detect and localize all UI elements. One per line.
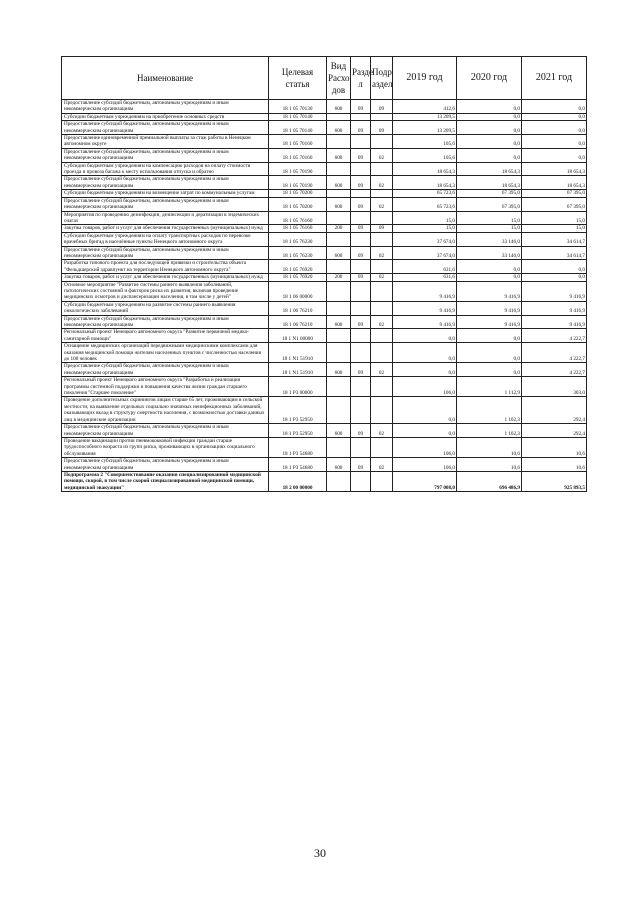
- table-row: [62, 397, 587, 424]
- cell-2021: 67 395,0: [522, 197, 587, 211]
- cell-subsection: [371, 190, 393, 197]
- table-row: [62, 377, 587, 397]
- cell-target-article: 18 1 05 76230: [269, 232, 327, 246]
- cell-section: 09: [351, 225, 371, 232]
- cell-2019: 631,6: [393, 274, 457, 281]
- table-row: [62, 424, 587, 438]
- cell-2019: 37 674,0: [393, 246, 457, 260]
- cell-2020: 0,0: [457, 329, 522, 343]
- cell-name: Закупка товаров, работ и услуг для обеспечения государственных (муниципальных) нужд: [62, 274, 269, 281]
- cell-name: Субсидии бюджетным учреждениям на компенсацию расходов на оплату стоимости проезда и провоза багажа к месту использования отпуска и обратно: [62, 162, 269, 176]
- table-row: [62, 315, 587, 329]
- table-row: [62, 363, 587, 377]
- cell-target-article: 18 1 05 70130: [269, 100, 327, 114]
- table-row: [62, 121, 587, 135]
- cell-subsection: [371, 437, 393, 457]
- cell-target-article: 18 2 00 00000: [269, 471, 327, 491]
- cell-name: Основное мероприятие "Развитие системы раннего выявления заболеваний, патологических состояний и факторов риска их развития, включая проведение медицинских осмотров и диспансеризации населения, в том числе у детей": [62, 281, 269, 301]
- table-row: [62, 260, 587, 274]
- cell-2021: 292,4: [522, 397, 587, 424]
- cell-subsection: [371, 135, 393, 149]
- cell-name: Региональный проект Ненецкого автономного округа "Разработка и реализация программы системной поддержки и повышения качества жизни граждан старшего поколения "Старшее поколение": [62, 377, 269, 397]
- cell-target-article: 18 1 05 70140: [269, 121, 327, 135]
- cell-expense-kind: [327, 260, 351, 274]
- cell-2021: 4 222,7: [522, 329, 587, 343]
- cell-name: Субсидии бюджетным учреждениям на оплату транспортных расходов по перевозке врачебных бригад в населённые пункты Ненецкого автономного округа: [62, 232, 269, 246]
- cell-name: Мероприятия по проведению дезинфекции, дезинсекции и дератизации в эндемических очагах: [62, 211, 269, 225]
- cell-expense-kind: 600: [327, 246, 351, 260]
- cell-2019: 797 008,0: [393, 471, 457, 491]
- cell-target-article: 18 1 N1 51910: [269, 363, 327, 377]
- cell-subsection: [371, 113, 393, 120]
- cell-2020: 67 395,0: [457, 190, 522, 197]
- cell-2019: 0,0: [393, 397, 457, 424]
- cell-subsection: [371, 397, 393, 424]
- cell-expense-kind: [327, 113, 351, 120]
- cell-target-article: 18 1 06 76210: [269, 301, 327, 315]
- cell-target-article: 18 1 05 70190: [269, 162, 327, 176]
- page-number: 30: [314, 846, 326, 860]
- table-row: [62, 343, 587, 363]
- cell-2021: 0,0: [522, 100, 587, 114]
- cell-name: Предоставление субсидий бюджетным, автономным учреждениям и иным некоммерческим организациям: [62, 197, 269, 211]
- cell-subsection: 02: [371, 246, 393, 260]
- cell-2019: 105,6: [393, 135, 457, 149]
- cell-expense-kind: 200: [327, 225, 351, 232]
- cell-section: [351, 211, 371, 225]
- cell-target-article: 18 1 05 70190: [269, 176, 327, 190]
- cell-2021: 10,6: [522, 458, 587, 472]
- cell-2021: 0,0: [522, 135, 587, 149]
- cell-target-article: 18 1 05 76160: [269, 211, 327, 225]
- cell-expense-kind: [327, 190, 351, 197]
- cell-2021: 15,0: [522, 225, 587, 232]
- table-header-row: [62, 57, 587, 100]
- cell-2019: 65 723,6: [393, 190, 457, 197]
- cell-section: [351, 329, 371, 343]
- table-row: [62, 211, 587, 225]
- header-year-2020: 2020 год: [457, 57, 522, 100]
- cell-section: [351, 301, 371, 315]
- cell-section: 09: [351, 424, 371, 438]
- cell-subsection: 02: [371, 197, 393, 211]
- cell-2021: 34 614,7: [522, 232, 587, 246]
- cell-2020: 10,6: [457, 437, 522, 457]
- cell-name: Проведение вакцинации против пневмококковой инфекции граждан старше трудоспособного возраста из групп риска, проживающих в организациях социального обслуживания: [62, 437, 269, 457]
- cell-2019: 631,6: [393, 260, 457, 274]
- cell-name: Предоставление субсидий бюджетным, автономным учреждениям и иным некоммерческим организациям: [62, 363, 269, 377]
- cell-2019: 0,0: [393, 363, 457, 377]
- cell-name: Субсидии бюджетным учреждениям на развитие системы раннего выявления онкологических заболеваний: [62, 301, 269, 315]
- cell-target-article: 18 1 P3 52950: [269, 424, 327, 438]
- cell-section: 09: [351, 121, 371, 135]
- cell-2021: 9 416,9: [522, 281, 587, 301]
- cell-expense-kind: [327, 281, 351, 301]
- table-row: [62, 113, 587, 120]
- cell-2019: 106,0: [393, 458, 457, 472]
- cell-target-article: 18 1 05 76920: [269, 260, 327, 274]
- cell-expense-kind: [327, 162, 351, 176]
- cell-name: Предоставление субсидий бюджетным, автономным учреждениям и иным некоммерческим организациям: [62, 121, 269, 135]
- cell-section: 09: [351, 197, 371, 211]
- cell-2021: 10,6: [522, 437, 587, 457]
- cell-expense-kind: [327, 471, 351, 491]
- cell-2021: 0,0: [522, 260, 587, 274]
- cell-2019: 0,0: [393, 329, 457, 343]
- cell-target-article: 18 1 06 76210: [269, 315, 327, 329]
- cell-2019: 18 654,3: [393, 162, 457, 176]
- cell-2020: 18 654,3: [457, 162, 522, 176]
- cell-2019: 9 416,9: [393, 315, 457, 329]
- table-row: [62, 246, 587, 260]
- cell-2020: 15,0: [457, 211, 522, 225]
- header-name: Наименование: [62, 57, 269, 100]
- cell-target-article: 18 1 05 70200: [269, 197, 327, 211]
- cell-section: [351, 471, 371, 491]
- table-row: [62, 148, 587, 162]
- cell-2020: 0,0: [457, 274, 522, 281]
- cell-name: Предоставление субсидий бюджетным, автономным учреждениям и иным некоммерческим организациям: [62, 424, 269, 438]
- cell-2021: 0,0: [522, 113, 587, 120]
- cell-subsection: 02: [371, 176, 393, 190]
- cell-subsection: 02: [371, 274, 393, 281]
- cell-subsection: 09: [371, 100, 393, 114]
- table-row: [62, 274, 587, 281]
- cell-expense-kind: [327, 397, 351, 424]
- cell-subsection: 02: [371, 424, 393, 438]
- cell-section: 09: [351, 176, 371, 190]
- table-row: [62, 135, 587, 149]
- cell-name: Субсидии бюджетным учреждениям на возмещение затрат по коммунальным услугам: [62, 190, 269, 197]
- cell-2020: 0,0: [457, 260, 522, 274]
- cell-expense-kind: 600: [327, 315, 351, 329]
- cell-2020: 33 146,0: [457, 246, 522, 260]
- budget-table: [61, 56, 587, 492]
- cell-2020: 696 486,9: [457, 471, 522, 491]
- cell-subsection: [371, 281, 393, 301]
- cell-section: 09: [351, 148, 371, 162]
- cell-name: Предоставление субсидий бюджетным, автономным учреждениям и иным некоммерческим организациям: [62, 176, 269, 190]
- cell-subsection: [371, 377, 393, 397]
- cell-target-article: 18 1 P3 00000: [269, 377, 327, 397]
- cell-section: 09: [351, 458, 371, 472]
- cell-2020: 18 654,3: [457, 176, 522, 190]
- header-section: Разде л: [351, 57, 371, 100]
- cell-section: [351, 437, 371, 457]
- cell-name: Предоставление единовременной премиальной выплаты за стаж работы в Ненецком автономном округе: [62, 135, 269, 149]
- header-target-article: Целевая статья: [269, 57, 327, 100]
- cell-section: [351, 377, 371, 397]
- cell-2019: 9 416,9: [393, 281, 457, 301]
- cell-subsection: 09: [371, 225, 393, 232]
- cell-subsection: [371, 162, 393, 176]
- cell-name: Закупка товаров, работ и услуг для обеспечения государственных (муниципальных) нужд: [62, 225, 269, 232]
- cell-subsection: [371, 301, 393, 315]
- cell-expense-kind: 600: [327, 424, 351, 438]
- table-row: [62, 329, 587, 343]
- cell-subsection: [371, 343, 393, 363]
- cell-2020: 1 102,3: [457, 397, 522, 424]
- cell-2019: 18 654,3: [393, 176, 457, 190]
- cell-2021: 925 893,5: [522, 471, 587, 491]
- cell-expense-kind: 600: [327, 363, 351, 377]
- cell-name: Субсидии бюджетным учреждениям на приобретение основных средств: [62, 113, 269, 120]
- cell-section: [351, 190, 371, 197]
- cell-2019: 65 723,6: [393, 197, 457, 211]
- cell-2021: 9 416,9: [522, 315, 587, 329]
- cell-2019: 13 209,5: [393, 121, 457, 135]
- cell-expense-kind: [327, 211, 351, 225]
- table-row: [62, 458, 587, 472]
- cell-2021: 9 416,9: [522, 301, 587, 315]
- table-row: [62, 100, 587, 114]
- cell-name: Предоставление субсидий бюджетным, автономным учреждениям и иным некоммерческим организациям: [62, 458, 269, 472]
- cell-section: [351, 397, 371, 424]
- cell-2020: 0,0: [457, 135, 522, 149]
- table-row: [62, 301, 587, 315]
- cell-2020: 9 416,9: [457, 301, 522, 315]
- cell-target-article: 18 1 N1 00000: [269, 329, 327, 343]
- cell-2020: 0,0: [457, 100, 522, 114]
- cell-target-article: 18 1 P3 54680: [269, 437, 327, 457]
- cell-2019: 105,6: [393, 148, 457, 162]
- cell-2020: 33 146,0: [457, 232, 522, 246]
- cell-subsection: 09: [371, 121, 393, 135]
- cell-expense-kind: 600: [327, 176, 351, 190]
- cell-2019: 0,0: [393, 343, 457, 363]
- cell-2020: 0,0: [457, 148, 522, 162]
- cell-target-article: 18 1 05 70200: [269, 190, 327, 197]
- cell-2020: 1 112,9: [457, 377, 522, 397]
- cell-expense-kind: [327, 343, 351, 363]
- cell-2019: 106,0: [393, 437, 457, 457]
- header-year-2021: 2021 год: [522, 57, 587, 100]
- table-row: [62, 471, 587, 491]
- cell-target-article: 18 1 05 70160: [269, 148, 327, 162]
- cell-2021: 18 654,3: [522, 162, 587, 176]
- cell-name: Подпрограмма 2 "Совершенствование оказания специализированной медицинской помощи, скорой, в том числе скорой специализированной медицинской помощи, медицинской эвакуации": [62, 471, 269, 491]
- table-row: [62, 437, 587, 457]
- header-year-2019: 2019 год: [393, 57, 457, 100]
- cell-name: Предоставление субсидий бюджетным, автономным учреждениям и иным некоммерческим организациям: [62, 148, 269, 162]
- cell-name: Предоставление субсидий бюджетным, автономным учреждениям и иным некоммерческим организациям: [62, 246, 269, 260]
- cell-2021: 292,4: [522, 424, 587, 438]
- table-row: [62, 232, 587, 246]
- cell-subsection: [371, 471, 393, 491]
- table-row: [62, 281, 587, 301]
- cell-section: [351, 113, 371, 120]
- cell-expense-kind: [327, 135, 351, 149]
- cell-2020: 0,0: [457, 363, 522, 377]
- cell-subsection: 02: [371, 315, 393, 329]
- cell-expense-kind: 600: [327, 148, 351, 162]
- budget-table-container: [61, 56, 586, 492]
- cell-expense-kind: [327, 377, 351, 397]
- table-row: [62, 190, 587, 197]
- cell-subsection: [371, 232, 393, 246]
- cell-2020: 15,0: [457, 225, 522, 232]
- cell-2019: 15,0: [393, 225, 457, 232]
- cell-expense-kind: 200: [327, 274, 351, 281]
- cell-section: 09: [351, 274, 371, 281]
- cell-target-article: 18 1 05 70140: [269, 113, 327, 120]
- cell-2021: 0,0: [522, 121, 587, 135]
- cell-section: [351, 162, 371, 176]
- cell-subsection: 02: [371, 148, 393, 162]
- cell-2019: 15,0: [393, 211, 457, 225]
- cell-subsection: [371, 211, 393, 225]
- cell-section: [351, 260, 371, 274]
- cell-2021: 34 614,7: [522, 246, 587, 260]
- cell-2019: 13 209,5: [393, 113, 457, 120]
- cell-2020: 0,0: [457, 121, 522, 135]
- cell-2021: 15,0: [522, 211, 587, 225]
- cell-section: 09: [351, 315, 371, 329]
- cell-2019: 0,0: [393, 424, 457, 438]
- cell-expense-kind: 600: [327, 458, 351, 472]
- cell-target-article: 18 1 05 76230: [269, 246, 327, 260]
- cell-2020: 9 416,9: [457, 281, 522, 301]
- cell-section: [351, 281, 371, 301]
- cell-name: Предоставление субсидий бюджетным, автономным учреждениям и иным некоммерческим организациям: [62, 315, 269, 329]
- cell-2020: 0,0: [457, 343, 522, 363]
- cell-2020: 0,0: [457, 113, 522, 120]
- cell-section: [351, 232, 371, 246]
- cell-section: [351, 343, 371, 363]
- cell-subsection: 02: [371, 458, 393, 472]
- cell-2020: 10,6: [457, 458, 522, 472]
- header-subsection: Подр аздел: [371, 57, 393, 100]
- cell-subsection: [371, 260, 393, 274]
- cell-expense-kind: 600: [327, 197, 351, 211]
- cell-2020: 1 102,3: [457, 424, 522, 438]
- cell-target-article: 18 1 05 76920: [269, 274, 327, 281]
- cell-2021: 303,0: [522, 377, 587, 397]
- cell-section: 09: [351, 246, 371, 260]
- cell-target-article: 18 1 N1 51910: [269, 343, 327, 363]
- cell-2019: 37 674,0: [393, 232, 457, 246]
- cell-section: [351, 135, 371, 149]
- cell-target-article: 18 1 05 70160: [269, 135, 327, 149]
- cell-name: Предоставление субсидий бюджетным, автономным учреждениям и иным некоммерческим организациям: [62, 100, 269, 114]
- table-body: [62, 100, 587, 492]
- cell-2019: 106,0: [393, 377, 457, 397]
- cell-expense-kind: [327, 437, 351, 457]
- cell-subsection: [371, 329, 393, 343]
- cell-2021: 0,0: [522, 148, 587, 162]
- cell-name: Проведение дополнительных скринингов лицам старше 65 лет, проживающим в сельской местности, на выявление отдельных социально значимых неинфекционных заболеваний, оказывающих вклад в структуру смертности населения, с возможностью доставки данных лиц в медицинские организации: [62, 397, 269, 424]
- cell-expense-kind: 600: [327, 100, 351, 114]
- cell-2020: 9 416,9: [457, 315, 522, 329]
- cell-2019: 412,6: [393, 100, 457, 114]
- table-row: [62, 197, 587, 211]
- table-row: [62, 162, 587, 176]
- cell-2021: 0,0: [522, 274, 587, 281]
- cell-2019: 9 416,9: [393, 301, 457, 315]
- cell-2021: 18 654,3: [522, 176, 587, 190]
- cell-expense-kind: [327, 301, 351, 315]
- cell-2021: 67 395,0: [522, 190, 587, 197]
- cell-expense-kind: [327, 329, 351, 343]
- cell-target-article: 18 1 P3 54680: [269, 458, 327, 472]
- table-row: [62, 176, 587, 190]
- cell-section: 09: [351, 363, 371, 377]
- cell-2021: 4 222,7: [522, 343, 587, 363]
- cell-target-article: 18 1 06 00000: [269, 281, 327, 301]
- cell-name: Региональный проект Ненецкого автономного округа "Развитие первичной медико-санитарной помощи": [62, 329, 269, 343]
- cell-expense-kind: 600: [327, 121, 351, 135]
- cell-subsection: 02: [371, 363, 393, 377]
- cell-2020: 67 395,0: [457, 197, 522, 211]
- header-expense-kind: Вид Расхо дов: [327, 57, 351, 100]
- table-row: [62, 225, 587, 232]
- cell-target-article: 18 1 05 76160: [269, 225, 327, 232]
- cell-name: Оснащение медицинских организаций передвижными медицинскими комплексами для оказания медицинской помощи жителям населенных пунктов с численностью населения до 100 человек: [62, 343, 269, 363]
- cell-target-article: 18 1 P3 52950: [269, 397, 327, 424]
- cell-expense-kind: [327, 232, 351, 246]
- cell-section: 09: [351, 100, 371, 114]
- cell-2021: 4 222,7: [522, 363, 587, 377]
- cell-name: Разработка типового проекта для последующей привязки и строительства объекта "Фельдшерский здравпункт на территории Ненецкого автономного округа": [62, 260, 269, 274]
